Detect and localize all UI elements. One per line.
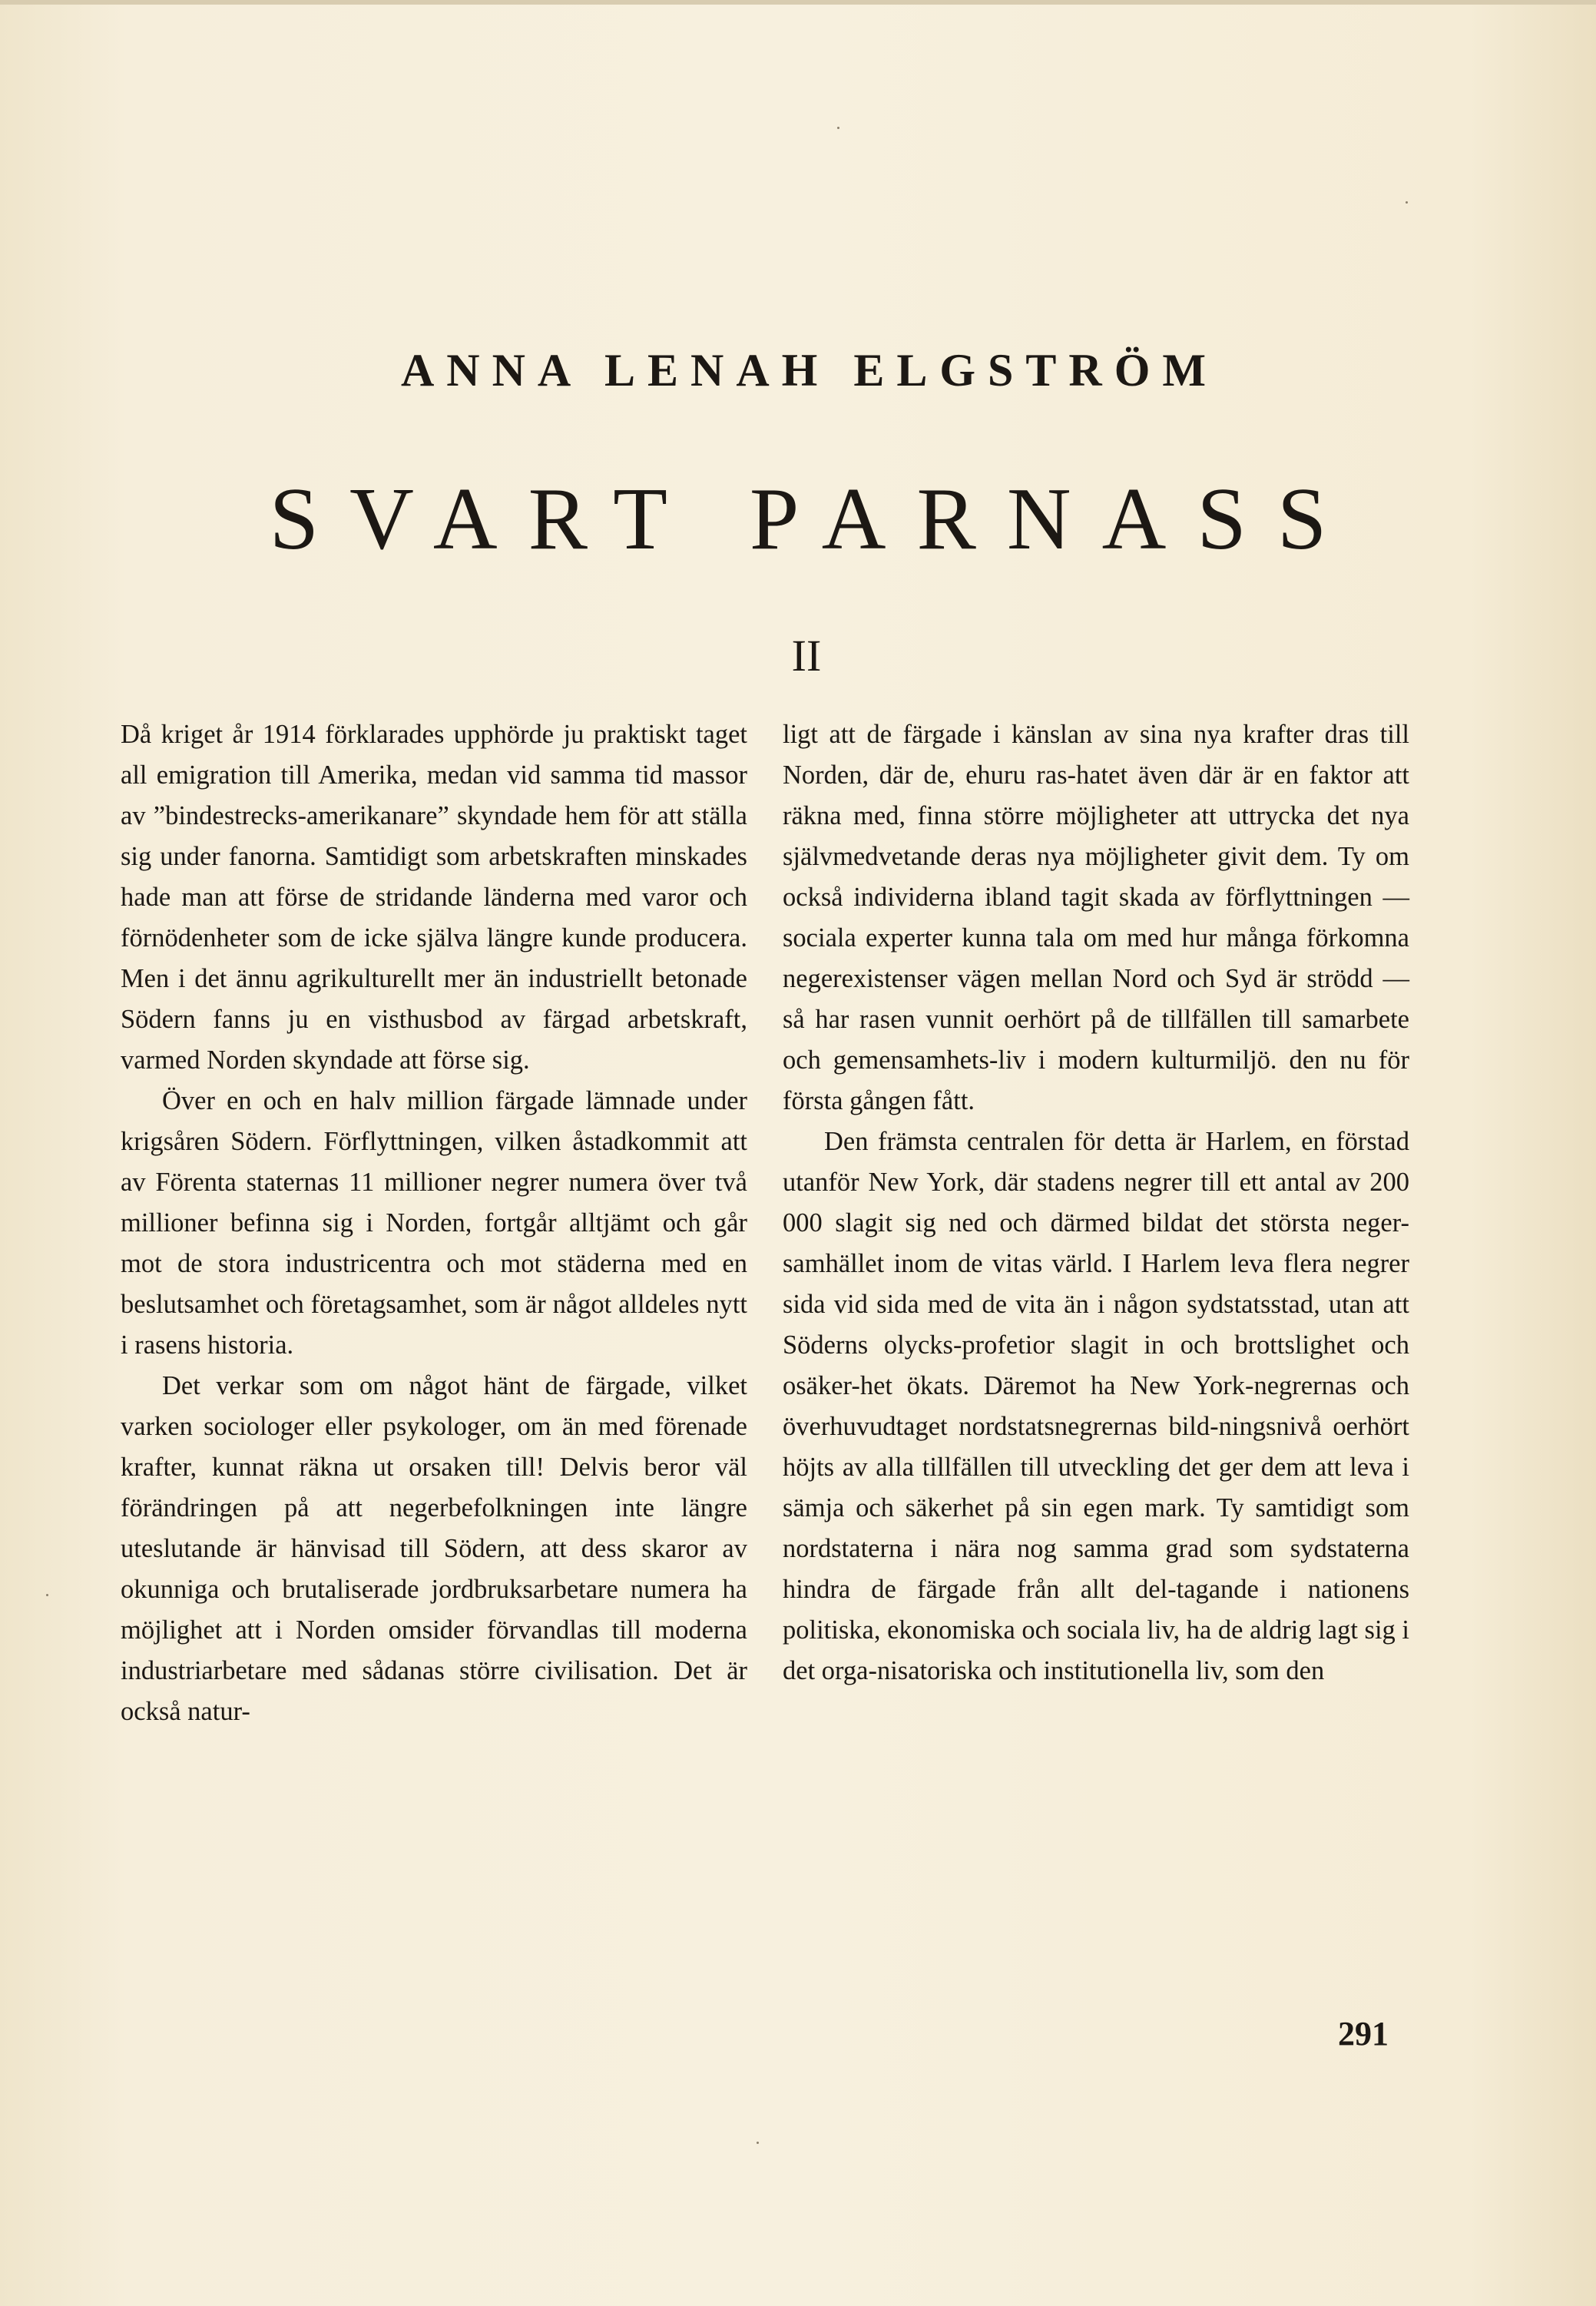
left-column xyxy=(121,714,747,1732)
page-top-edge xyxy=(0,0,1596,5)
author-name: ANNA LENAH ELGSTRÖM xyxy=(400,345,1219,396)
paper-speck xyxy=(1406,201,1408,204)
paragraph: Då kriget år 1914 förklarades upphörde ju praktiskt taget all emigration till Amerika, medan vid samma tid massor av ”bindestrecks-amerikanare” skyndade hem för att ställa sig under fanorna. Samtidigt som arbetskraften minskades hade man att förse de stridande länderna med varor och förnödenheter som de icke själva längre kunde producera. Men i det ännu agrikulturellt mer än industriellt betonade Södern fanns ju en visthusbod av färgad arbetskraft, varmed Norden skyndade att förse sig. xyxy=(121,720,747,1075)
paper-speck xyxy=(837,127,839,129)
paragraph: Över en och en halv million färgade lämnade under krigsåren Södern. Förflyttningen, vilken åstadkommit att av Förenta staternas 11 millioner negrer numera över två millioner befinna sig i Norden, fortgår alltjämt och går mot de stora industricentra och mot städerna med en beslutsamhet och företagsamhet, som är något alldeles nytt i rasens historia. xyxy=(121,1086,747,1360)
article-title: SVART PARNASS xyxy=(269,470,1358,568)
paragraph: ligt att de färgade i känslan av sina nya krafter dras till Norden, där de, ehuru ras-hatet även där är en faktor att räkna med, finna större möjligheter att uttrycka det nya självmedvetande deras nya möjligheter givit dem. Ty om också individerna ibland tagit skada av förflyttningen — sociala experter kunna tala om med hur många förkomna negerexistenser vägen mellan Nord och Syd är strödd — så har rasen vunnit oerhört på de tillfällen till samarbete och gemensamhets-liv i modern kulturmiljö. den nu för första gången fått. xyxy=(783,720,1409,1115)
paragraph: Den främsta centralen för detta är Harlem, en förstad utanför New York, där stadens negrer till ett antal av 200 000 slagit sig ned och därmed bildat det största neger-samhället inom de vitas värld. I Harlem leva flera negrer sida vid sida med de vita än i någon sydstatsstad, utan att Söderns olycks-profetior slagit in och brottslighet och osäker-het ökats. Däremot ha New York-negrernas och överhuvudtaget nordstatsnegrernas bild-ningsnivå oerhört höjts av alla tillfällen till utveckling det ger dem att leva i sämja och säkerhet på sin egen mark. Ty samtidigt som nordstaterna i nära nog samma grad som sydstaterna hindra de färgade från allt del-tagande i nationens politiska, ekonomiska och sociala liv, ha de aldrig lagt sig i det orga-nisatoriska och institutionella liv, som den xyxy=(783,1127,1410,1685)
right-column xyxy=(783,714,1409,1691)
paper-speck xyxy=(46,1594,48,1596)
section-number: II xyxy=(791,631,822,681)
paragraph: Det verkar som om något hänt de färgade, vilket varken sociologer eller psykologer, om än med förenade krafter, kunnat räkna ut orsaken till! Delvis beror väl förändringen på att negerbefolkningen inte längre uteslutande är hänvisad till Södern, att dess skaror av okunniga och brutaliserade jordbruksarbetare numera ha möjlighet att i Norden omsider förvandlas till moderna industriarbetare med sådanas större civilisation. Det är också natur- xyxy=(121,1371,747,1726)
page-number: 291 xyxy=(1338,2015,1389,2053)
paper-speck xyxy=(757,2142,759,2144)
